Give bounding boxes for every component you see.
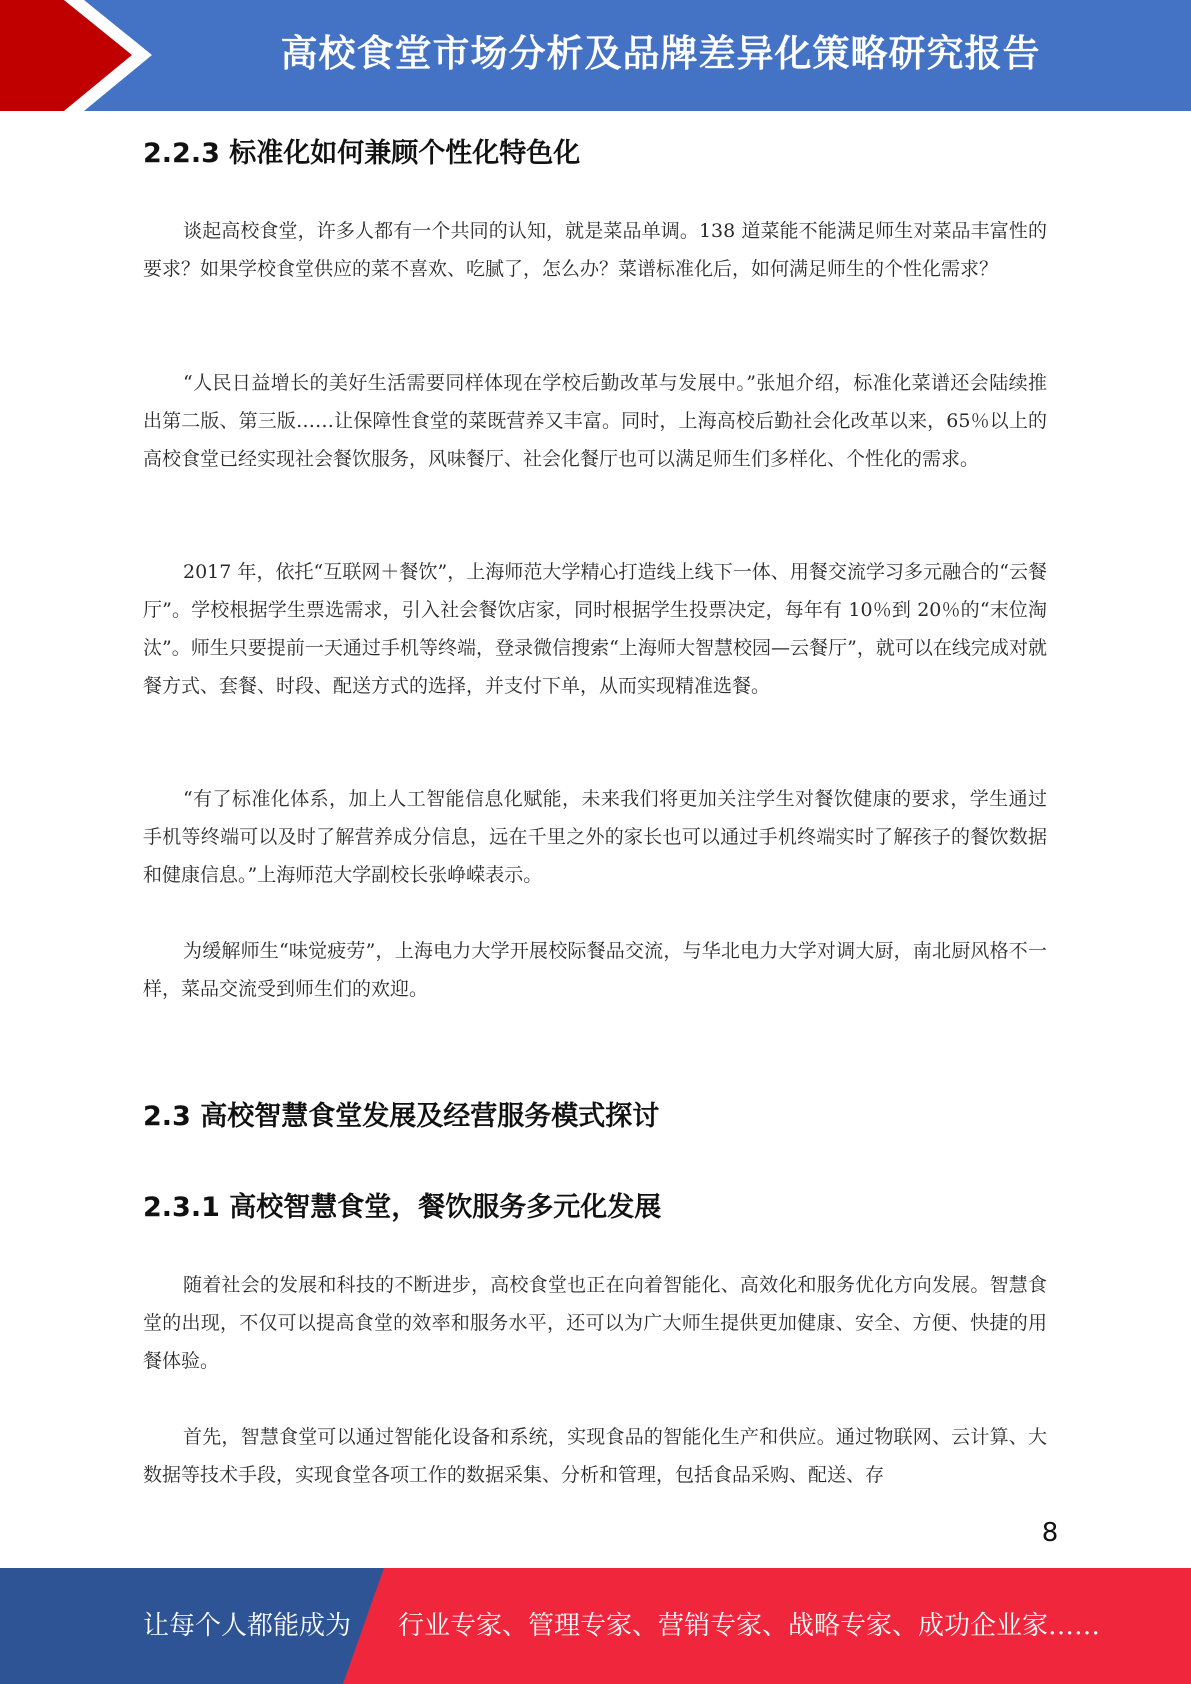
page-number: 8: [1041, 1518, 1059, 1548]
paragraph: 为缓解师生“味觉疲劳”，上海电力大学开展校际餐品交流，与华北电力大学对调大厨，南北厨风格不一样，菜品交流受到师生们的欢迎。: [143, 940, 1047, 1000]
paragraph: 首先，智慧食堂可以通过智能化设备和系统，实现食品的智能化生产和供应。通过物联网、云计算、大数据等技术手段，实现食堂各项工作的数据采集、分析和管理，包括食品采购、配送、存: [143, 1426, 1047, 1486]
section-heading-2-3-1: 2.3.1 高校智慧食堂，餐饮服务多元化发展: [143, 1192, 662, 1223]
footer-slogan-left: 让每个人都能成为: [143, 1611, 352, 1641]
report-title: 高校食堂市场分析及品牌差异化策略研究报告: [280, 32, 1041, 75]
paragraph: 2017 年，依托“互联网＋餐饮”，上海师范大学精心打造线上线下一体、用餐交流学习多元融合的“云餐厅”。学校根据学生票选需求，引入社会餐饮店家，同时根据学生投票决定，每年有 10％到 20％的“末位淘汰”。师生只要提前一天通过手机等终端，登录微信搜索“上海师大智慧校园—云餐厅”，就可以在线完成对就餐方式、套餐、时段、配送方式的选择，并支付下单，从而实现精准选餐。: [143, 561, 1047, 697]
footer-slogan-right: 行业专家、管理专家、营销专家、战略专家、成功企业家……: [398, 1611, 1101, 1641]
paragraph: 谈起高校食堂，许多人都有一个共同的认知，就是菜品单调。138 道菜能不能满足师生对菜品丰富性的要求？如果学校食堂供应的菜不喜欢、吃腻了，怎么办？菜谱标准化后，如何满足师生的个性化需求？: [143, 220, 1047, 280]
section-heading-2-3: 2.3 高校智慧食堂发展及经营服务模式探讨: [143, 1101, 660, 1132]
page-header: [0, 0, 1191, 111]
page-footer: [0, 1568, 1191, 1684]
paragraph: “人民日益增长的美好生活需要同样体现在学校后勤改革与发展中。”张旭介绍，标准化菜谱还会陆续推出第二版、第三版……让保障性食堂的菜既营养又丰富。同时，上海高校后勤社会化改革以来，65％以上的高校食堂已经实现社会餐饮服务，风味餐厅、社会化餐厅也可以满足师生们多样化、个性化的需求。: [143, 372, 1047, 470]
section-heading-2-2-3: 2.2.3 标准化如何兼顾个性化特色化: [143, 138, 581, 169]
paragraph: 随着社会的发展和科技的不断进步，高校食堂也正在向着智能化、高效化和服务优化方向发展。智慧食堂的出现，不仅可以提高食堂的效率和服务水平，还可以为广大师生提供更加健康、安全、方便、快捷的用餐体验。: [143, 1274, 1047, 1372]
paragraph: “有了标准化体系，加上人工智能信息化赋能，未来我们将更加关注学生对餐饮健康的要求，学生通过手机等终端可以及时了解营养成分信息，远在千里之外的家长也可以通过手机终端实时了解孩子的餐饮数据和健康信息。”上海师范大学副校长张峥嵘表示。: [143, 788, 1047, 886]
